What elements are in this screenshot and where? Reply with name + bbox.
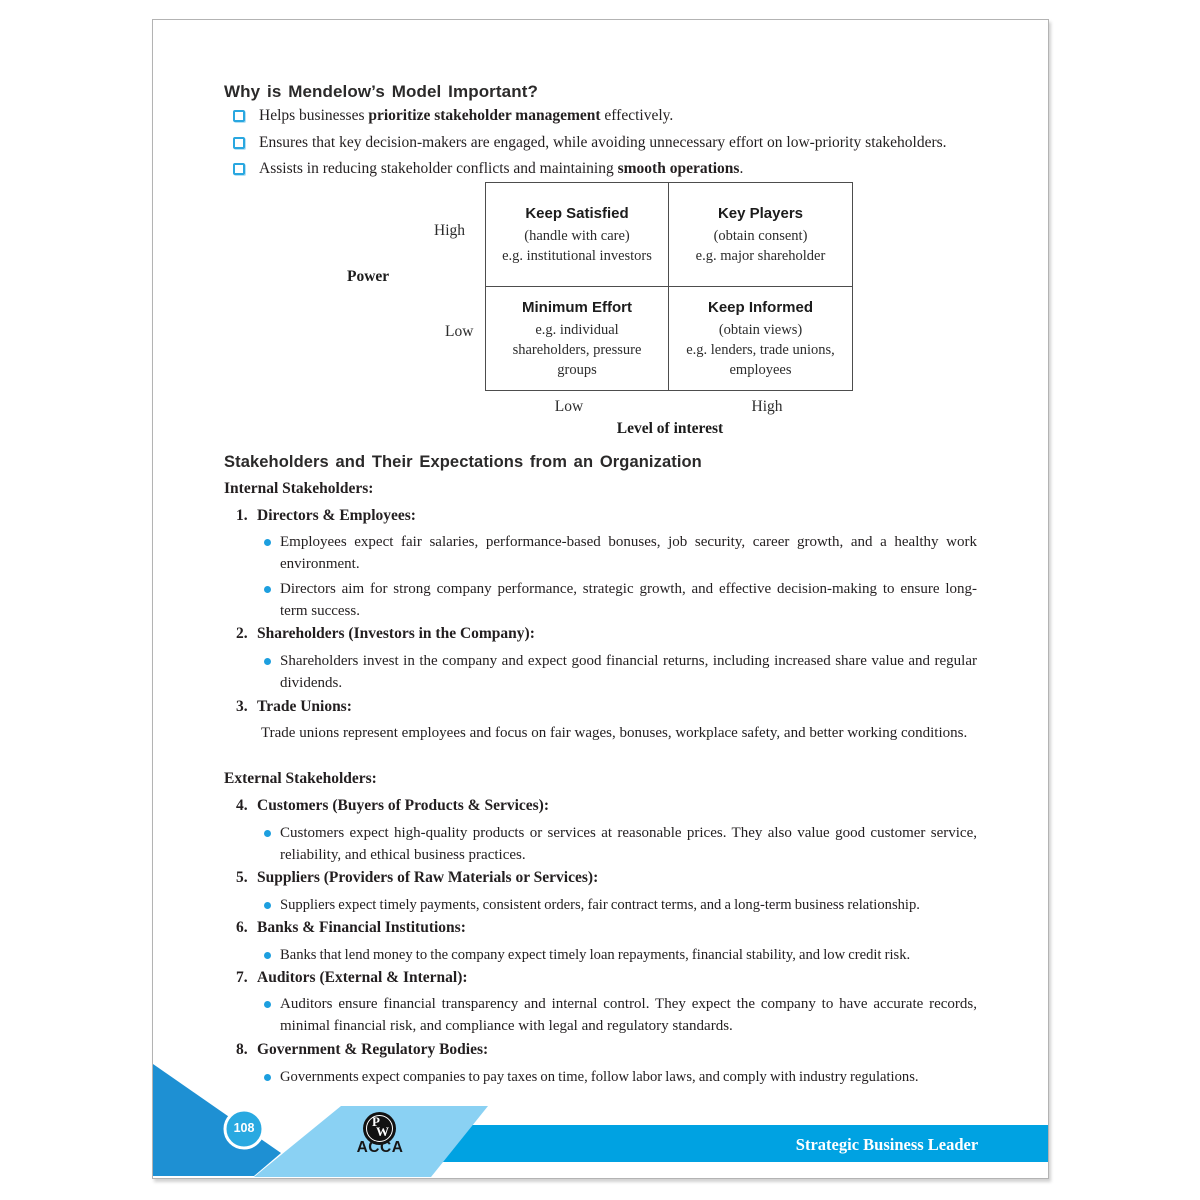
internal-stakeholders-label: Internal Stakeholders:	[224, 480, 374, 497]
item-number: 3.	[236, 698, 248, 715]
numbered-item-7	[236, 969, 468, 987]
key-point-text	[259, 107, 673, 125]
numbered-item-5	[236, 869, 598, 887]
checkbox-bullet-icon	[233, 137, 245, 149]
item-title: Trade Unions:	[257, 698, 352, 715]
cell-title: Keep Informed	[707, 298, 813, 316]
page-title: Why is Mendelow’s Model Important?	[224, 82, 538, 101]
numbered-item-6	[236, 919, 466, 937]
cell-subtitle: (obtain views)	[718, 321, 803, 338]
item-number: 2.	[236, 625, 248, 642]
bullet-dot-icon	[264, 1001, 271, 1008]
numbered-item-1	[236, 507, 416, 525]
external-stakeholders-label: External Stakeholders:	[224, 770, 377, 787]
mendelow-matrix	[485, 182, 853, 391]
y-axis-low-label: Low	[445, 323, 474, 340]
text-segment: .	[739, 160, 744, 177]
matrix-cell-keep-informed	[669, 287, 852, 390]
x-axis-high-label: High	[751, 398, 783, 415]
item-title: Customers (Buyers of Products & Services):	[257, 797, 550, 814]
pw-logo-letter-p: P	[372, 1114, 380, 1129]
x-axis-label: Level of interest	[616, 420, 724, 437]
matrix-cell-minimum-effort	[486, 287, 669, 390]
bullet-text: Suppliers expect timely payments, consistent orders, fair contract terms, and a long-term business relationship.	[280, 897, 920, 913]
bullet-dot-icon	[264, 586, 271, 593]
key-points-list	[233, 107, 947, 187]
cell-example: e.g. major shareholder	[695, 247, 826, 264]
bullet-item	[264, 531, 977, 575]
bullet-item	[264, 650, 977, 694]
bullet-text: Governments expect companies to pay taxes on time, follow labor laws, and comply with industry regulations.	[280, 1069, 919, 1085]
bullet-item	[264, 944, 910, 966]
key-point-text	[259, 160, 743, 178]
bullet-text: Shareholders invest in the company and expect good financial returns, including increased share value and regular dividends.	[280, 653, 977, 691]
item-number: 6.	[236, 919, 248, 936]
numbered-item-4	[236, 797, 549, 815]
checkbox-bullet-icon	[233, 163, 245, 175]
list-item	[233, 134, 947, 152]
page-number: 108	[233, 1121, 255, 1135]
bullet-text: Directors aim for strong company performance, strategic growth, and effective decision-making to ensure long-term success.	[280, 581, 977, 619]
cell-title: Keep Satisfied	[525, 204, 629, 222]
bullet-text: Customers expect high-quality products or services at reasonable prices. They also value good customer service, reliability, and ethical business practices.	[280, 825, 977, 863]
pw-logo-letter-w: W	[376, 1124, 389, 1139]
bullet-dot-icon	[264, 952, 271, 959]
item-number: 1.	[236, 507, 248, 524]
item-number: 7.	[236, 969, 248, 986]
bullet-text: Employees expect fair salaries, performance-based bonuses, job security, career growth, and a healthy work environment.	[280, 534, 977, 572]
numbered-item-8	[236, 1041, 488, 1059]
text-segment: Helps businesses	[259, 107, 369, 124]
text-segment-bold: prioritize stakeholder management	[368, 107, 601, 124]
cell-example: e.g. individual shareholders, pressure groups	[512, 321, 642, 378]
document-page	[152, 19, 1049, 1179]
bullet-text: Auditors ensure financial transparency and internal control. They expect the company to have accurate records, minimal financial risk, and compliance with legal and regulatory standards.	[280, 996, 977, 1034]
section-title: Stakeholders and Their Expectations from an Organization	[224, 453, 702, 471]
numbered-item-3	[236, 698, 352, 716]
item-title: Suppliers (Providers of Raw Materials or Services):	[257, 869, 599, 886]
x-axis-low-label: Low	[554, 398, 584, 415]
cell-example: e.g. lenders, trade unions, employees	[686, 341, 835, 378]
bullet-dot-icon	[264, 830, 271, 837]
cell-example: e.g. institutional investors	[502, 247, 652, 264]
y-axis-high-label: High	[434, 222, 465, 239]
bullet-dot-icon	[264, 902, 271, 909]
text-segment: Ensures that key decision-makers are engaged, while avoiding unnecessary effort on low-priority stakeholders.	[259, 133, 947, 151]
bullet-dot-icon	[264, 658, 271, 665]
bullet-item	[264, 993, 977, 1037]
bullet-item	[264, 894, 920, 916]
list-item	[233, 160, 947, 178]
item-title: Banks & Financial Institutions:	[257, 919, 466, 936]
text-segment-bold: smooth operations	[617, 160, 740, 177]
item-number: 5.	[236, 869, 248, 886]
list-item	[233, 107, 947, 125]
cell-subtitle: (obtain consent)	[713, 227, 808, 244]
matrix-cell-keep-satisfied	[486, 183, 669, 287]
text-segment: Assists in reducing stakeholder conflicts and maintaining	[259, 160, 618, 177]
y-axis-label: Power	[347, 268, 390, 285]
bullet-dot-icon	[264, 539, 271, 546]
text-segment: effectively.	[600, 107, 674, 124]
numbered-item-2	[236, 625, 535, 643]
bullet-item	[264, 822, 977, 866]
item-title: Directors & Employees:	[257, 507, 416, 524]
item-paragraph: Trade unions represent employees and focus on fair wages, bonuses, workplace safety, and better working conditions.	[261, 725, 968, 741]
item-number: 8.	[236, 1041, 248, 1058]
item-number: 4.	[236, 797, 248, 814]
cell-title: Key Players	[717, 204, 804, 222]
item-title: Government & Regulatory Bodies:	[257, 1041, 489, 1058]
acca-logo-text: ACCA	[356, 1139, 404, 1156]
bullet-text: Banks that lend money to the company expect timely loan repayments, financial stability, and low credit risk.	[280, 947, 911, 963]
cell-title: Minimum Effort	[522, 298, 632, 316]
item-title: Auditors (External & Internal):	[257, 969, 468, 986]
cell-subtitle: (handle with care)	[524, 227, 630, 244]
key-point-text	[259, 134, 947, 152]
footer-banner-title: Strategic Business Leader	[795, 1134, 979, 1154]
bullet-item	[264, 578, 977, 622]
matrix-cell-key-players	[669, 183, 852, 287]
checkbox-bullet-icon	[233, 110, 245, 122]
item-title: Shareholders (Investors in the Company):	[257, 625, 535, 642]
